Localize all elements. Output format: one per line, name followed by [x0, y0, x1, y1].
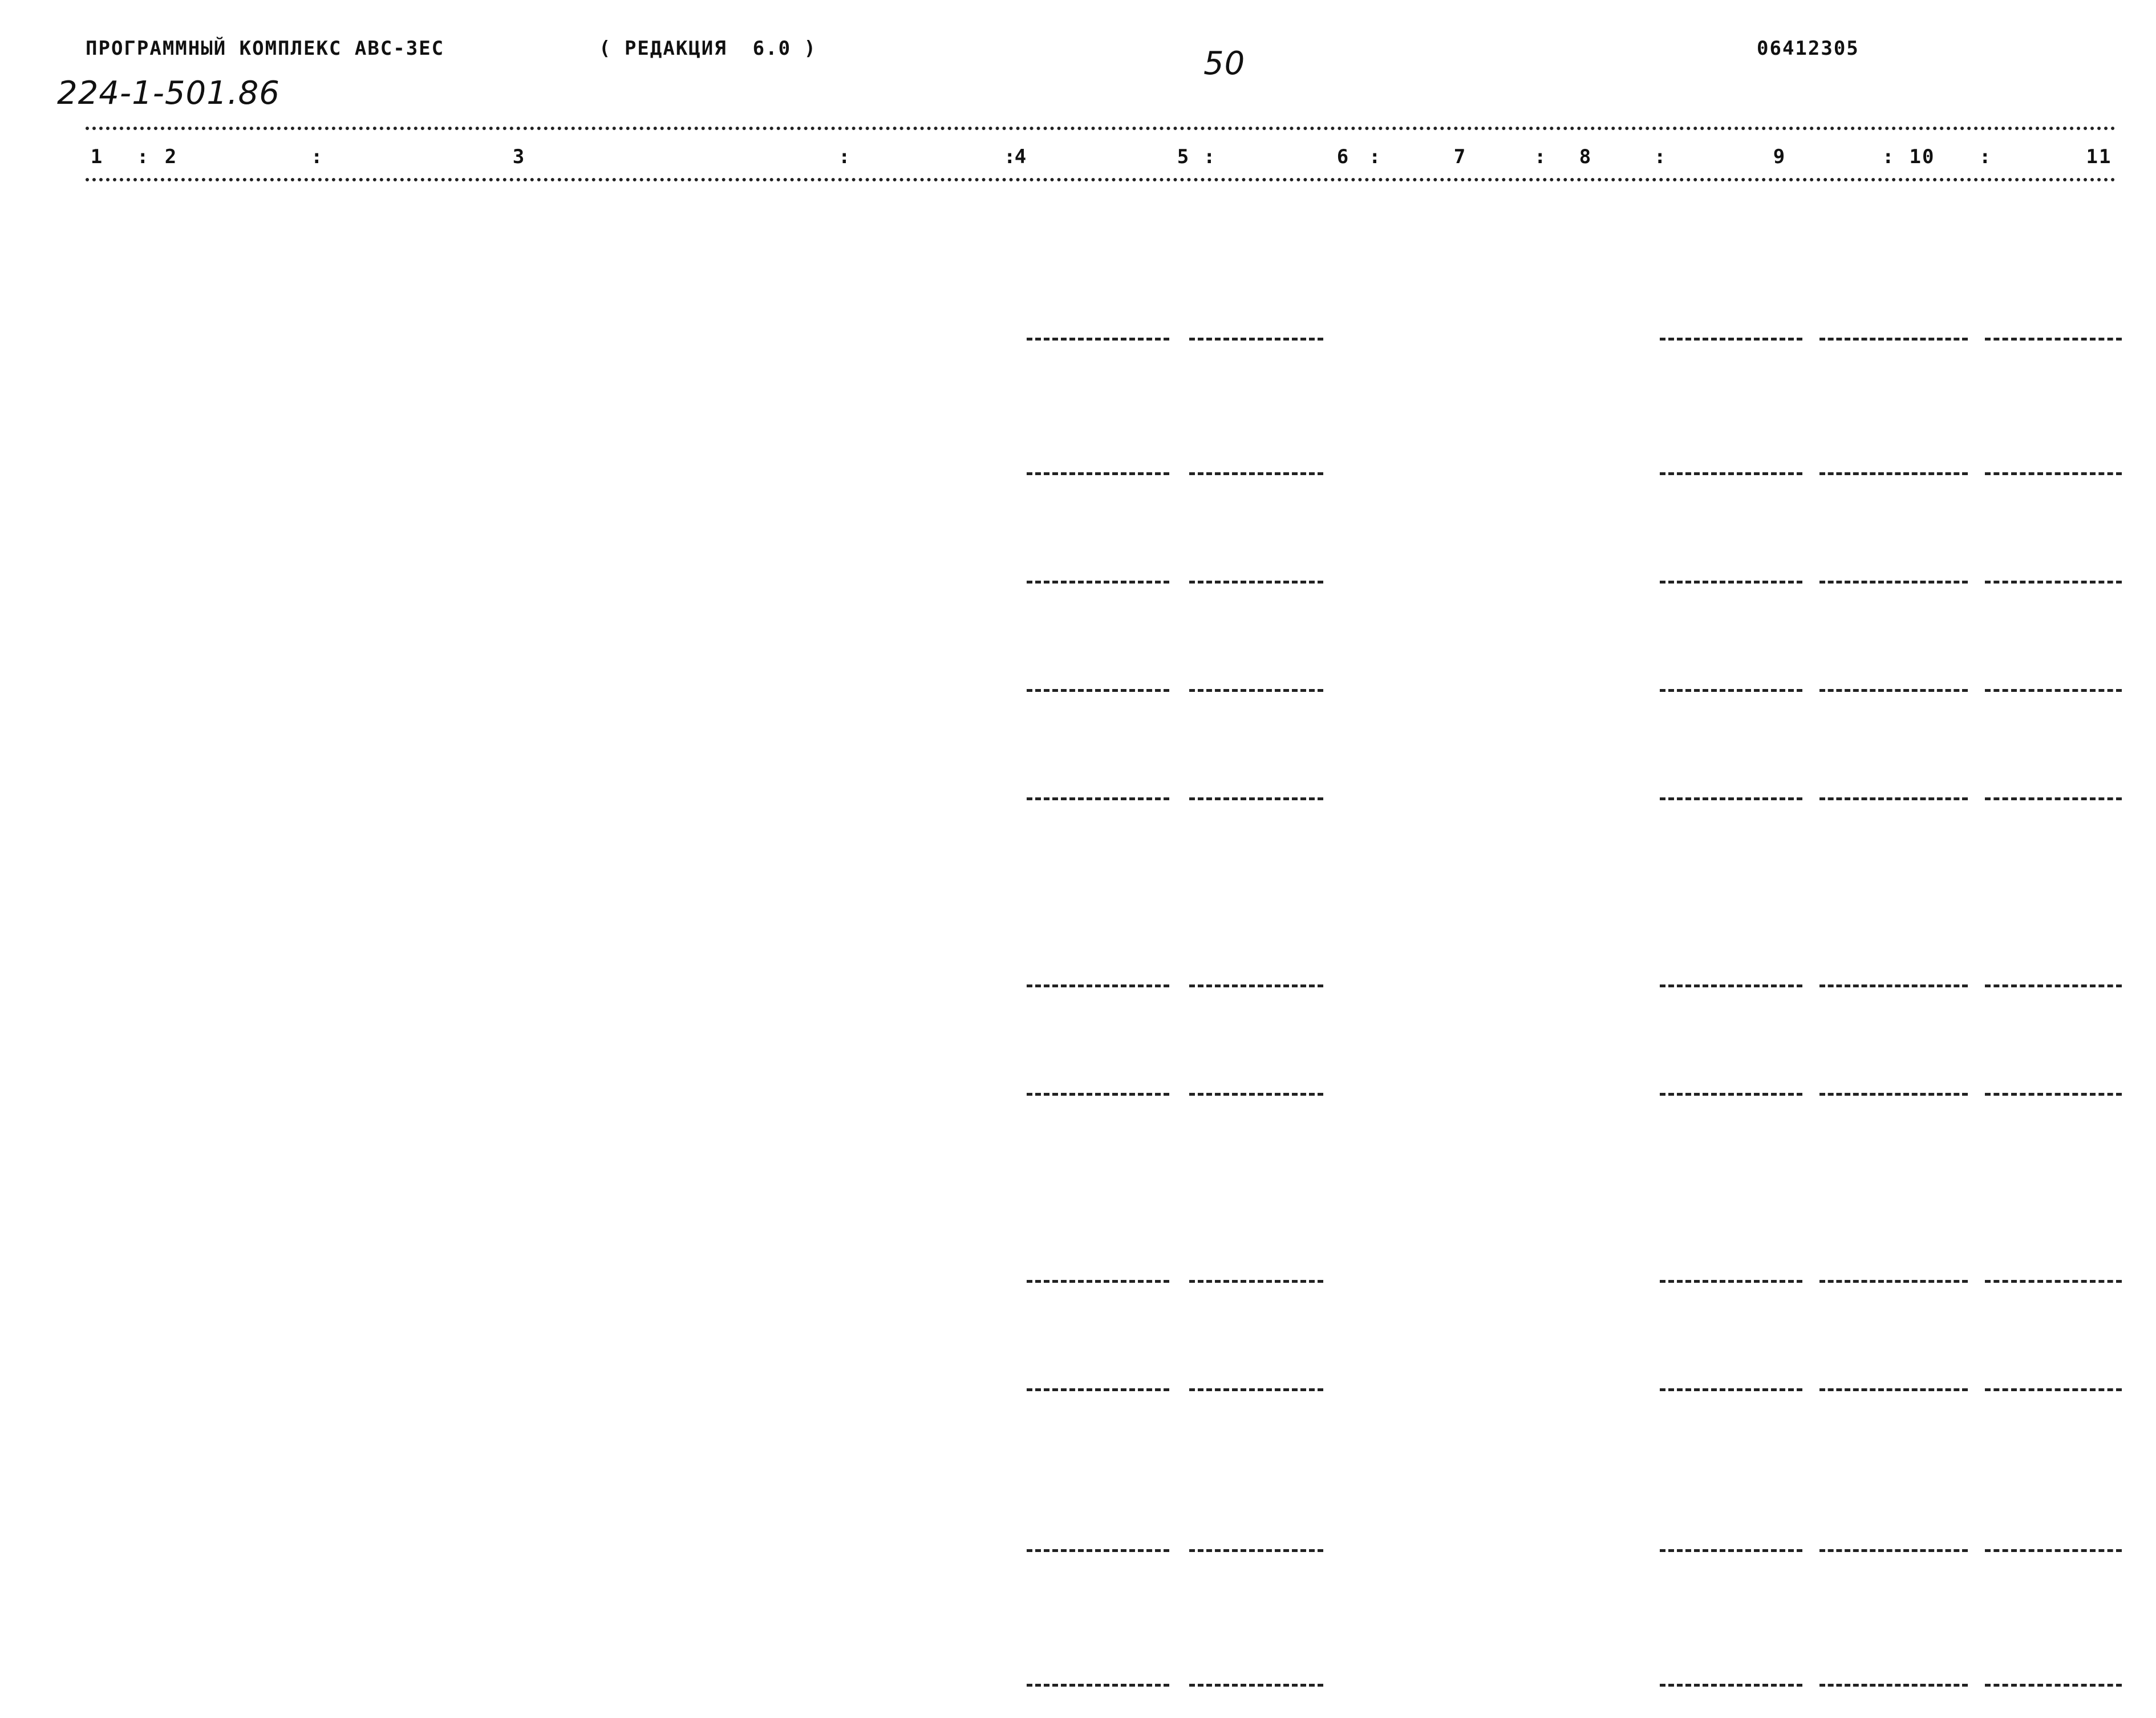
subtotal-divider: [1660, 338, 1802, 341]
subtotal-divider: [1189, 984, 1323, 987]
subtotal-divider: [1985, 1280, 2122, 1283]
subtotal-divider: [1819, 1093, 1968, 1096]
subtotal-divider: [1660, 984, 1802, 987]
subtotal-divider: [1660, 1280, 1802, 1283]
subtotal-divider: [1660, 581, 1802, 584]
subtotal-divider: [1027, 1093, 1169, 1096]
subtotal-divider: [1819, 984, 1968, 987]
column-separator: :: [1882, 145, 1895, 168]
subtotal-divider: [1660, 1684, 1802, 1687]
subtotal-divider: [1189, 1280, 1323, 1283]
subtotal-divider: [1027, 1388, 1169, 1391]
top-rule: [86, 127, 2116, 130]
subtotal-divider: [1660, 1549, 1802, 1552]
subtotal-divider: [1819, 472, 1968, 475]
subtotal-divider: [1027, 689, 1169, 692]
project-number: 224-1-501.86: [57, 75, 280, 112]
subtotal-divider: [1985, 1549, 2122, 1552]
column-header-5: 5: [1177, 145, 1190, 168]
subtotal-divider: [1819, 1388, 1968, 1391]
subtotal-divider: [1660, 689, 1802, 692]
program-title: ПРОГРАММНЫЙ КОМПЛЕКС АВС-ЗЕС: [86, 37, 445, 60]
subtotal-divider: [1027, 1549, 1169, 1552]
subtotal-divider: [1660, 797, 1802, 800]
edition-label: ( РЕДАКЦИЯ 6.0 ): [599, 37, 817, 60]
column-header-6: 6: [1336, 145, 1350, 168]
column-header-3: 3: [512, 145, 526, 168]
column-separator: :: [1654, 145, 1667, 168]
subtotal-divider: [1189, 1388, 1323, 1391]
column-separator: :: [1203, 145, 1217, 168]
subtotal-divider: [1819, 1280, 1968, 1283]
subtotal-divider: [1985, 984, 2122, 987]
column-separator: :: [311, 145, 324, 168]
subtotal-divider: [1985, 689, 2122, 692]
column-header-8: 8: [1579, 145, 1592, 168]
column-separator: :: [137, 145, 150, 168]
subtotal-divider: [1819, 581, 1968, 584]
subtotal-divider: [1660, 1093, 1802, 1096]
subtotal-divider: [1189, 472, 1323, 475]
subtotal-divider: [1027, 1280, 1169, 1283]
subtotal-divider: [1985, 581, 2122, 584]
column-separator: :: [1004, 145, 1017, 168]
column-header-9: 9: [1773, 145, 1786, 168]
subtotal-divider: [1819, 1684, 1968, 1687]
subtotal-divider: [1660, 1388, 1802, 1391]
column-separator: :: [1369, 145, 1382, 168]
subtotal-divider: [1985, 1093, 2122, 1096]
subtotal-divider: [1985, 1684, 2122, 1687]
subtotal-divider: [1819, 1549, 1968, 1552]
subtotal-divider: [1027, 472, 1169, 475]
subtotal-divider: [1027, 984, 1169, 987]
header-bottom-rule: [86, 178, 2116, 181]
subtotal-divider: [1189, 797, 1323, 800]
column-separator: :: [1534, 145, 1547, 168]
subtotal-divider: [1027, 581, 1169, 584]
subtotal-divider: [1189, 1684, 1323, 1687]
document-code: 06412305: [1757, 37, 1859, 60]
subtotal-divider: [1985, 472, 2122, 475]
subtotal-divider: [1985, 338, 2122, 341]
page-number: 50: [1203, 45, 1246, 82]
subtotal-divider: [1027, 338, 1169, 341]
subtotal-divider: [1027, 797, 1169, 800]
subtotal-divider: [1660, 472, 1802, 475]
subtotal-divider: [1985, 797, 2122, 800]
column-header-10: 10: [1909, 145, 1935, 168]
subtotal-divider: [1189, 338, 1323, 341]
subtotal-divider: [1819, 797, 1968, 800]
column-header-2: 2: [164, 145, 178, 168]
column-separator: :: [1979, 145, 1992, 168]
subtotal-divider: [1819, 338, 1968, 341]
subtotal-divider: [1985, 1388, 2122, 1391]
subtotal-divider: [1027, 1684, 1169, 1687]
column-header-11: 11: [2086, 145, 2112, 168]
subtotal-divider: [1189, 581, 1323, 584]
subtotal-divider: [1189, 1093, 1323, 1096]
column-header-1: 1: [90, 145, 104, 168]
column-header-4: 4: [1014, 145, 1028, 168]
column-separator: :: [838, 145, 852, 168]
subtotal-divider: [1189, 1549, 1323, 1552]
subtotal-divider: [1819, 689, 1968, 692]
column-header-7: 7: [1453, 145, 1467, 168]
subtotal-divider: [1189, 689, 1323, 692]
